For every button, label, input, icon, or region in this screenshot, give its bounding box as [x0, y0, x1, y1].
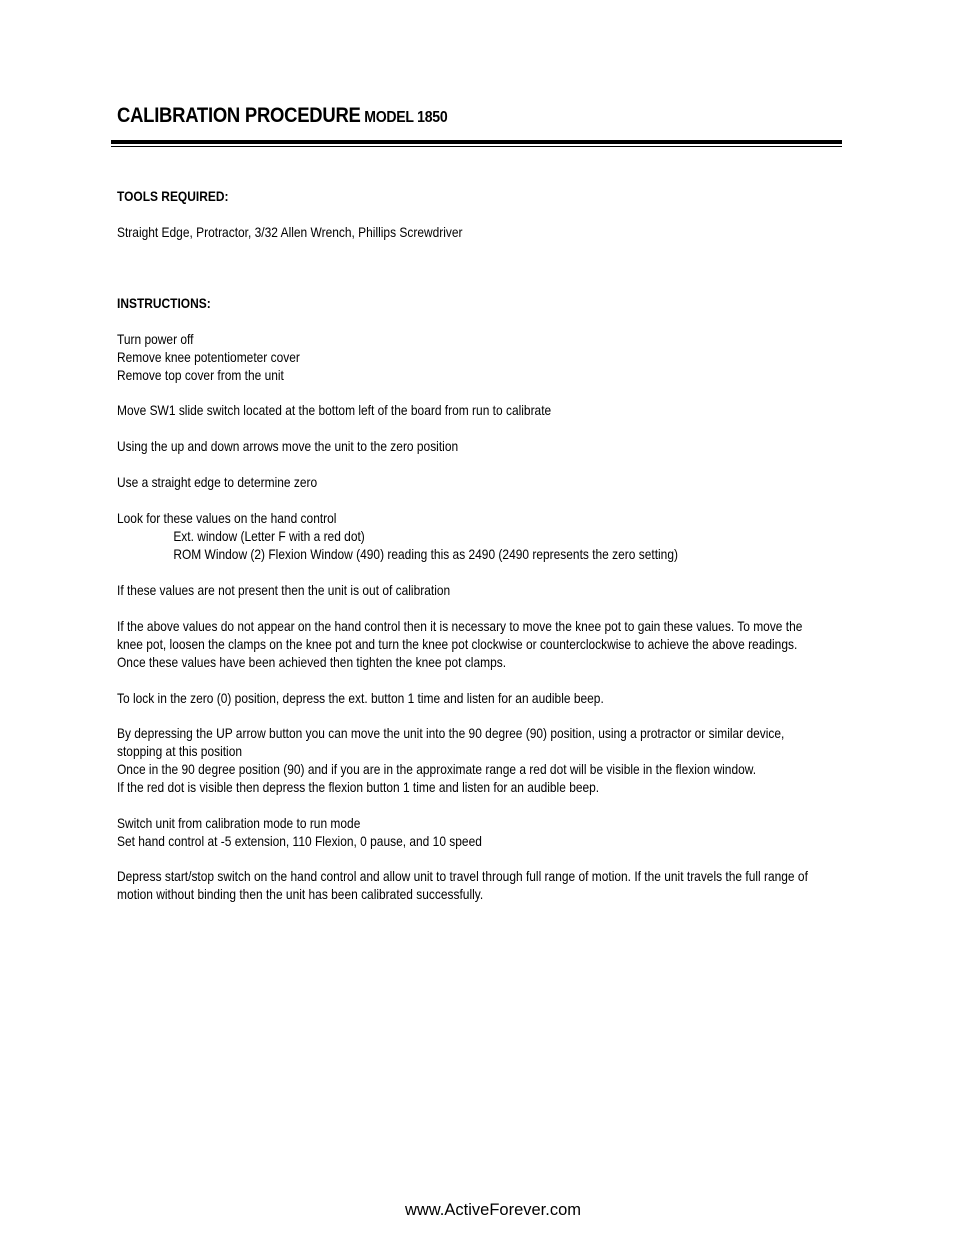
- document-body: [117, 188, 821, 904]
- step-switch-run-mode: Switch unit from calibration mode to run mode: [117, 816, 361, 831]
- footer-url: www.ActiveForever.com: [404, 1201, 582, 1219]
- step-straight-edge: Use a straight edge to determine zero: [117, 475, 318, 490]
- step-up-arrow-90: By depressing the UP arrow button you can move the unit into the 90 degree (90) position, using a protractor or similar device, stopping at this position: [117, 726, 785, 759]
- step-red-dot-range: Once in the 90 degree position (90) and if you are in the approximate range a red dot will be visible in the flexion window.: [117, 762, 757, 777]
- page-title: [117, 104, 447, 128]
- instructions-heading: INSTRUCTIONS:: [117, 296, 211, 311]
- step-power-off: Turn power off: [117, 332, 194, 347]
- step-lock-zero: To lock in the zero (0) position, depress the ext. button 1 time and listen for an audible beep.: [117, 691, 604, 706]
- title-main: CALIBRATION PROCEDURE: [117, 104, 361, 127]
- value-ext-window: Ext. window (Letter F with a red dot): [173, 529, 365, 544]
- tools-heading: TOOLS REQUIRED:: [117, 189, 229, 204]
- step-set-hand-control: Set hand control at -5 extension, 110 Flexion, 0 pause, and 10 speed: [117, 834, 482, 849]
- step-out-of-calibration: If these values are not present then the unit is out of calibration: [117, 583, 451, 598]
- tools-list: Straight Edge, Protractor, 3/32 Allen Wrench, Phillips Screwdriver: [117, 225, 463, 240]
- title-model: MODEL 1850: [364, 109, 448, 126]
- step-remove-pot-cover: Remove knee potentiometer cover: [117, 350, 300, 365]
- title-rule-thin: [111, 146, 842, 147]
- step-knee-pot: If the above values do not appear on the hand control then it is necessary to move the knee pot to gain these values. To move the knee pot, loosen the clamps on the knee pot and turn the knee pot clockwise or counterclockwise to achieve the above readings. Once these values have been achieved then tighten the knee pot clamps.: [117, 619, 803, 670]
- value-rom-window: ROM Window (2) Flexion Window (490) reading this as 2490 (2490 represents the zero setting): [173, 547, 678, 562]
- step-arrows: Using the up and down arrows move the unit to the zero position: [117, 439, 459, 454]
- step-move-switch: Move SW1 slide switch located at the bottom left of the board from run to calibrate: [117, 403, 552, 418]
- title-rule-thick: [111, 140, 842, 144]
- step-remove-top-cover: Remove top cover from the unit: [117, 368, 284, 383]
- step-final-test: Depress start/stop switch on the hand control and allow unit to travel through full range of motion. If the unit travels the full range of motion without binding then the unit has been calibrated successfully.: [117, 869, 808, 902]
- footer: [0, 1201, 954, 1220]
- step-look-for: Look for these values on the hand control: [117, 511, 337, 526]
- step-flexion-beep: If the red dot is visible then depress the flexion button 1 time and listen for an audible beep.: [117, 780, 600, 795]
